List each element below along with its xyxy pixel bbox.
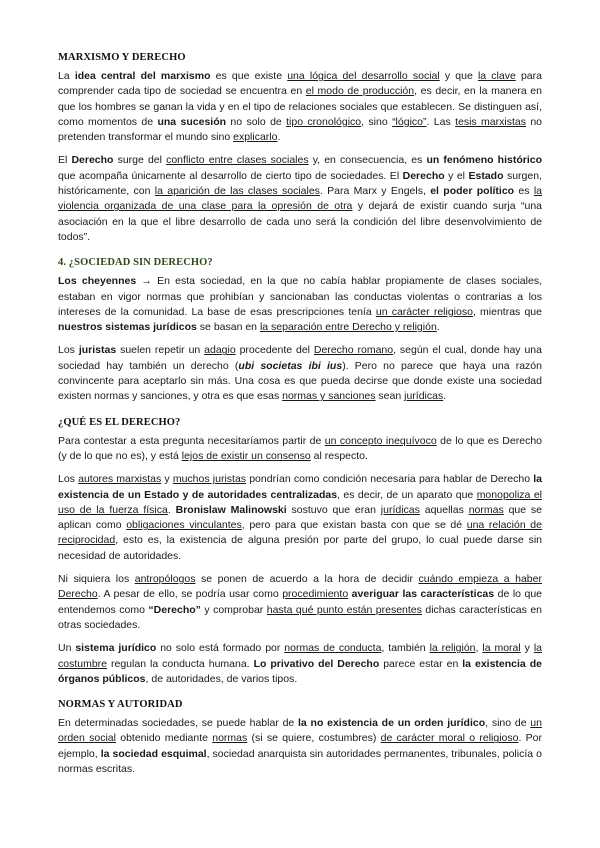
underlined-phrase: la religión — [429, 642, 476, 655]
underlined-phrase: antropólogos — [134, 573, 196, 586]
bold-phrase: la existencia de órganos públicos — [58, 657, 542, 685]
underlined-phrase: una relación de reciprocidad — [58, 519, 542, 547]
bold-phrase: ubi societas ibi ius — [238, 359, 343, 372]
paragraph: Un sistema jurídico no solo está formado por normas de conducta, también la religión, la moral y la costumbre regulan la conducta humana. Lo privativo del Derecho parece estar en la existencia de órganos públicos, de autoridades, de varios tipos. — [58, 642, 542, 685]
bold-phrase: juristas — [78, 344, 117, 357]
bold-phrase: la sociedad esquimal — [100, 747, 207, 760]
section-heading: 4. ¿SOCIEDAD SIN DERECHO? — [58, 257, 213, 269]
underlined-phrase: tesis marxistas — [455, 115, 526, 128]
underlined-phrase: hasta qué punto están presentes — [266, 603, 422, 616]
underlined-phrase: Derecho romano — [313, 344, 394, 357]
paragraph: Los autores marxistas y muchos juristas pondrían como condición necesaria para hablar de Derecho la existencia de un Estado y de autoridades centralizadas, es decir, de un aparato que monopoliza el uso de la fuerza física. Bronislaw Malinowski sostuvo que eran jurídicas aquellas normas que se aplican como obligaciones vinculantes, pero para que existan basta con que se dé una relación de reciprocidad, esto es, la existencia de alguna presión por parte del grupo, lo cual puede darse sin necesidad de autoridades. — [58, 473, 543, 562]
underlined-phrase: la clave — [477, 70, 516, 82]
underlined-phrase: de carácter moral o religioso — [380, 732, 519, 745]
bold-phrase: Estado — [468, 169, 504, 182]
underlined-phrase: autores marxistas — [78, 473, 162, 486]
bold-phrase: la no existencia de un orden jurídico — [298, 717, 486, 730]
underlined-phrase: jurídicas — [404, 390, 444, 403]
paragraph: Ni siquiera los antropólogos se ponen de acuerdo a la hora de decidir cuándo empieza a haber Derecho. A pesar de ello, se podría usar como procedimiento averiguar las características de lo que entendemos como “Derecho” y comprobar hasta qué punto están presentes dichas características en otras sociedades. — [58, 573, 543, 631]
paragraph: Los cheyennes → En esta sociedad, en la que no cabía hablar propiamente de clases sociales, estaban en vigor normas que prohibían y sancionaban las conductas violentas o contrarias a los intereses de la comunidad. La base de esas prescripciones tenía un carácter religioso, mientras que nuestros sistemas jurídicos se basan en la separación entre Derecho y religión. — [58, 275, 542, 334]
bold-phrase: sistema jurídico — [75, 642, 157, 655]
paragraph: Para contestar a esta pregunta necesitaríamos partir de un concepto inequívoco de lo que es Derecho (y de lo que no es), y está lejos de existir un consenso al respecto. — [58, 434, 542, 462]
underlined-phrase: la violencia organizada de una clase para la opresión de otra — [58, 185, 542, 213]
underlined-phrase: normas — [468, 503, 504, 516]
underlined-phrase: lejos de existir un consenso — [181, 449, 311, 462]
underlined-phrase: un orden social — [58, 717, 542, 745]
section-heading: MARXISMO Y DERECHO — [58, 52, 186, 63]
underlined-phrase: obligaciones vinculantes — [126, 519, 242, 532]
underlined-phrase: la separación entre Derecho y religión — [259, 321, 437, 334]
underlined-phrase: procedimiento — [282, 588, 349, 601]
paragraph: La idea central del marxismo es que existe una lógica del desarrollo social y que la clave para comprender cada tipo de sociedad se encuentra en el modo de producción, es decir, en la manera en que los hombres se ganan la vida y en el tipo de relaciones sociales que establecen. Se distinguen así, como momentos de una sucesión no solo de tipo cronológico, sino “lógico”. Las tesis marxistas no pretenden transformar el mundo sino explicarlo. — [58, 70, 543, 144]
bold-phrase: Bronislaw Malinowski — [175, 503, 287, 516]
underlined-phrase: explicarlo — [233, 131, 278, 144]
bold-phrase: Lo privativo del Derecho — [253, 657, 380, 670]
underlined-phrase: adagio — [204, 344, 236, 357]
underlined-phrase: cuándo empieza a haber Derecho — [58, 573, 542, 601]
bold-phrase: averiguar las características — [351, 588, 495, 601]
bold-phrase: una sucesión — [157, 115, 227, 128]
bold-phrase: Derecho — [402, 169, 445, 182]
section-heading: NORMAS Y AUTORIDAD — [58, 699, 183, 711]
bold-phrase: la existencia de un Estado y de autoridades centralizadas — [58, 473, 542, 501]
underlined-phrase: conflicto entre clases sociales — [166, 154, 309, 167]
paragraph: El Derecho surge del conflicto entre clases sociales y, en consecuencia, es un fenómeno histórico que acompaña únicamente al desarrollo de cierto tipo de sociedades. El Derecho y el Estado surgen, históricamente, con la aparición de las clases sociales. Para Marx y Engels, el poder político es la violencia organizada de una clase para la opresión de otra y dejará de existir cuando surja “una asociación en la que el libre desarrollo de cada uno será la condición del libre desenvolvimiento de todos”. — [58, 154, 543, 243]
bold-phrase: Derecho — [71, 154, 114, 167]
underlined-phrase: la moral — [482, 642, 521, 655]
underlined-phrase: la aparición de las clases sociales — [154, 185, 320, 198]
underlined-phrase: normas y sanciones — [282, 390, 376, 403]
underlined-phrase: un concepto inequívoco — [324, 434, 437, 447]
underlined-phrase: tipo cronológico — [286, 115, 362, 128]
underlined-phrase: el modo de producción — [305, 85, 415, 98]
underlined-phrase: la costumbre — [58, 642, 542, 670]
underlined-phrase: normas de conducta — [284, 642, 382, 655]
bold-phrase: Los cheyennes — [58, 275, 137, 288]
underlined-phrase: monopoliza el uso de la fuerza física — [58, 488, 542, 516]
bold-phrase: idea central del marxismo — [74, 70, 211, 82]
paragraph: En determinadas sociedades, se puede hablar de la no existencia de un orden jurídico, sino de un orden social obtenido mediante normas (si se quiere, costumbres) de carácter moral o religioso. Por ejemplo, la sociedad esquimal, sociedad anarquista sin autoridades permanentes, tribunales, policía o normas escritas. — [58, 717, 542, 775]
underlined-phrase: una lógica del desarrollo social — [287, 70, 440, 82]
underlined-phrase: jurídicas — [380, 503, 420, 516]
bold-phrase: “Derecho” — [148, 603, 201, 616]
underlined-phrase: un carácter religioso — [375, 305, 473, 318]
bold-phrase: el poder político — [430, 185, 515, 198]
underlined-phrase: normas — [212, 732, 248, 745]
underlined-phrase: “lógico” — [392, 115, 427, 128]
section-heading: ¿QUÉ ES EL DERECHO? — [58, 416, 181, 428]
bold-phrase: nuestros sistemas jurídicos — [58, 321, 197, 334]
paragraph: Los juristas suelen repetir un adagio procedente del Derecho romano, según el cual, donde hay una sociedad hay también un derecho (ubi societas ibi ius). Pero no parece que haya una razón convincente para aceptarlo sin más. Una cosa es que pueda decirse que donde existe una sociedad existen normas y sanciones, y otra es que esas normas y sanciones sean jurídicas. — [58, 344, 542, 403]
bold-phrase: un fenómeno histórico — [426, 154, 543, 167]
underlined-phrase: muchos juristas — [172, 473, 247, 486]
